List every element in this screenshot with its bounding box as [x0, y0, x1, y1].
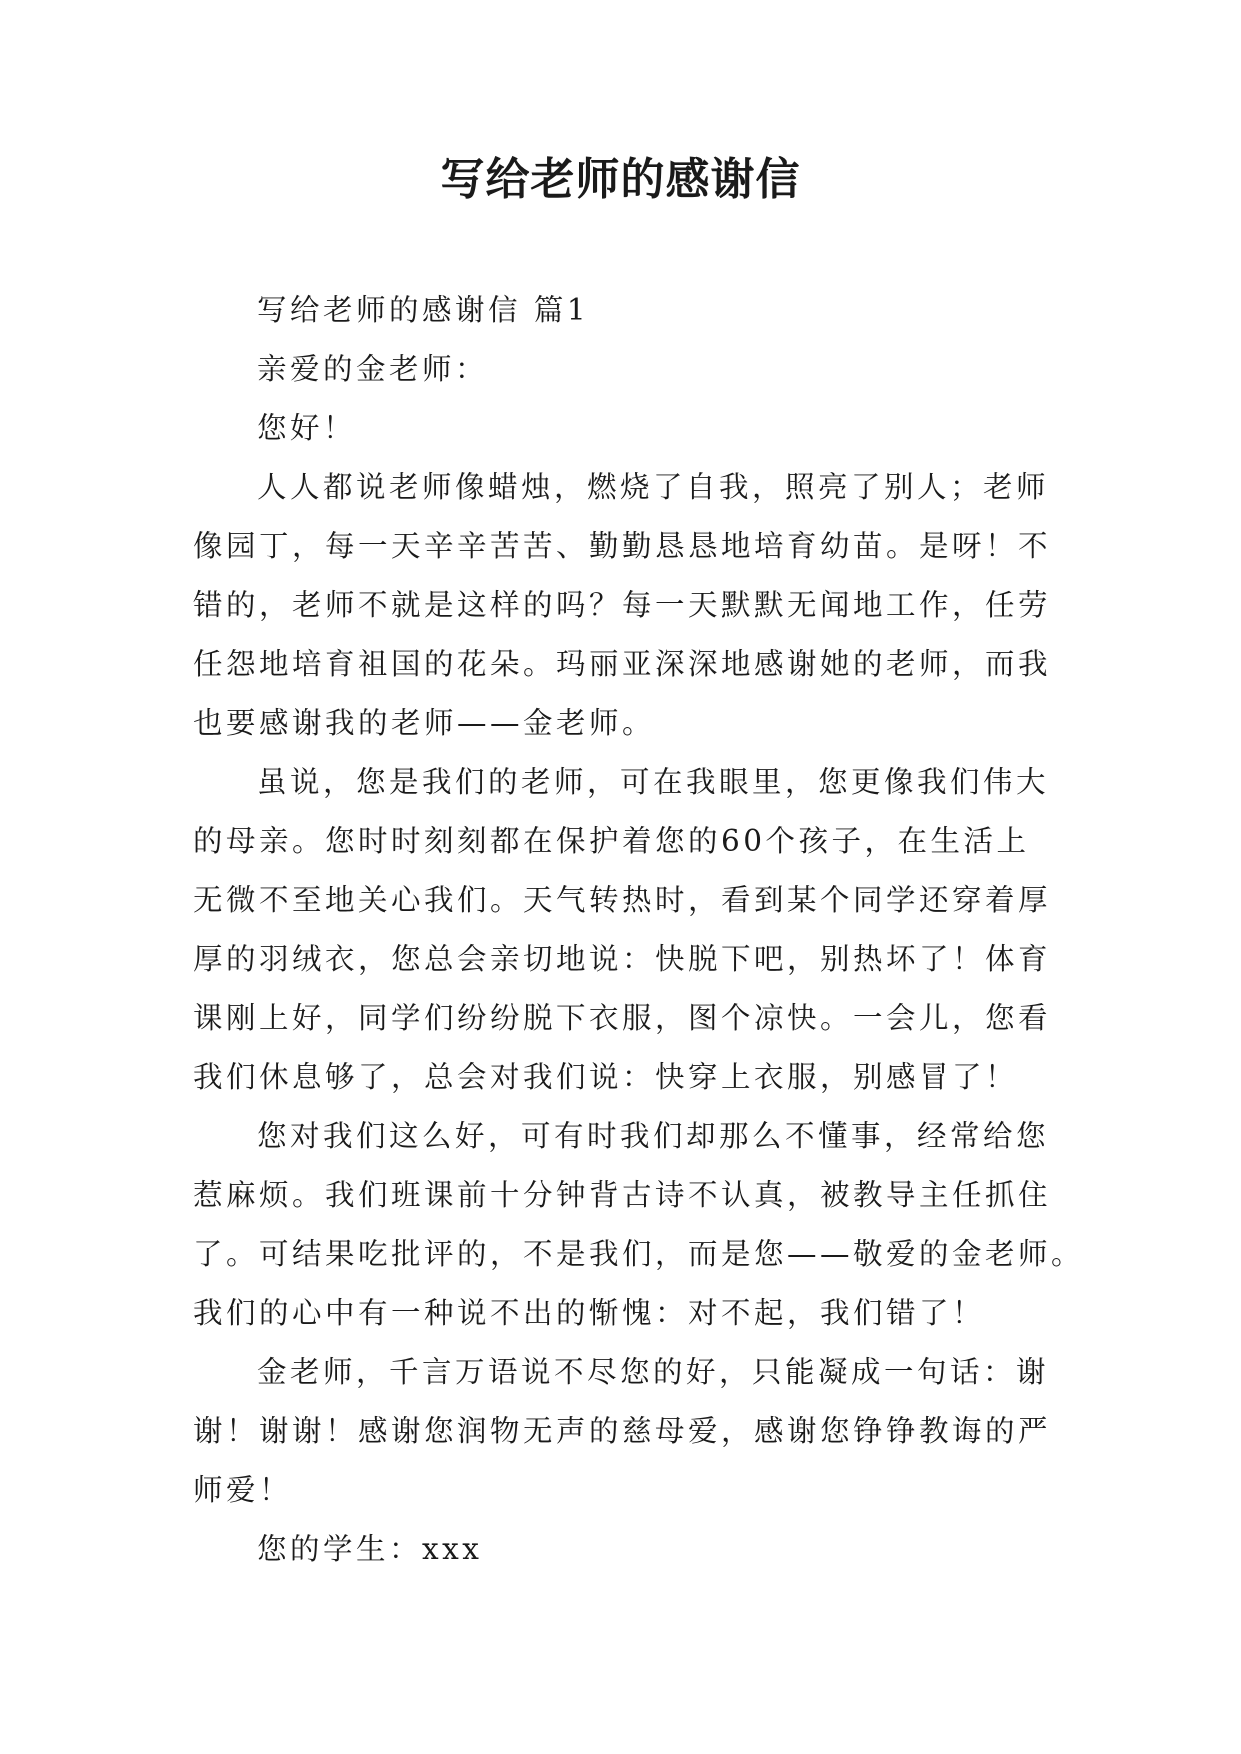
paragraph-line: 师爱！	[193, 1473, 293, 1507]
paragraph-line: 厚的羽绒衣，您总会亲切地说：快脱下吧，别热坏了！体育	[193, 942, 1052, 976]
paragraph-line: 谢！谢谢！感谢您润物无声的慈母爱，感谢您铮铮教诲的严	[193, 1414, 1052, 1448]
paragraph-line: 像园丁，每一天辛辛苦苦、勤勤恳恳地培育幼苗。是呀！不	[193, 529, 1052, 563]
paragraph-line: 的母亲。您时时刻刻都在保护着您的60个孩子，在生活上	[193, 824, 1030, 858]
paragraph-line: 我们的心中有一种说不出的惭愧：对不起，我们错了！	[193, 1296, 986, 1330]
paragraph-line: 虽说，您是我们的老师，可在我眼里，您更像我们伟大	[257, 765, 1050, 799]
paragraph-line: 您对我们这么好，可有时我们却那么不懂事，经常给您	[257, 1119, 1050, 1153]
paragraph-line: 金老师，千言万语说不尽您的好，只能凝成一句话：谢	[257, 1355, 1050, 1389]
section-heading: 写给老师的感谢信 篇1	[257, 293, 590, 327]
paragraph-line: 任怨地培育祖国的花朵。玛丽亚深深地感谢她的老师，而我	[193, 647, 1052, 681]
paragraph-line: 惹麻烦。我们班课前十分钟背古诗不认真，被教导主任抓住	[193, 1178, 1052, 1212]
greeting: 您好！	[257, 411, 357, 445]
document-title: 写给老师的感谢信	[440, 154, 801, 205]
paragraph-line: 我们休息够了，总会对我们说：快穿上衣服，别感冒了！	[193, 1060, 1019, 1094]
paragraph-line: 课刚上好，同学们纷纷脱下衣服，图个凉快。一会儿，您看	[193, 1001, 1052, 1035]
salutation: 亲爱的金老师：	[257, 352, 489, 386]
paragraph-line: 错的，老师不就是这样的吗？每一天默默无闻地工作，任劳	[193, 588, 1052, 622]
paragraph-line: 人人都说老师像蜡烛，燃烧了自我，照亮了别人；老师	[257, 470, 1050, 504]
paragraph-line: 了。可结果吃批评的，不是我们，而是您——敬爱的金老师。	[193, 1237, 1085, 1271]
letter-body	[193, 290, 1085, 1588]
signature: 您的学生：xxx	[257, 1532, 483, 1566]
paragraph-line: 无微不至地关心我们。天气转热时，看到某个同学还穿着厚	[193, 883, 1052, 917]
paragraph-line: 也要感谢我的老师——金老师。	[193, 706, 656, 740]
